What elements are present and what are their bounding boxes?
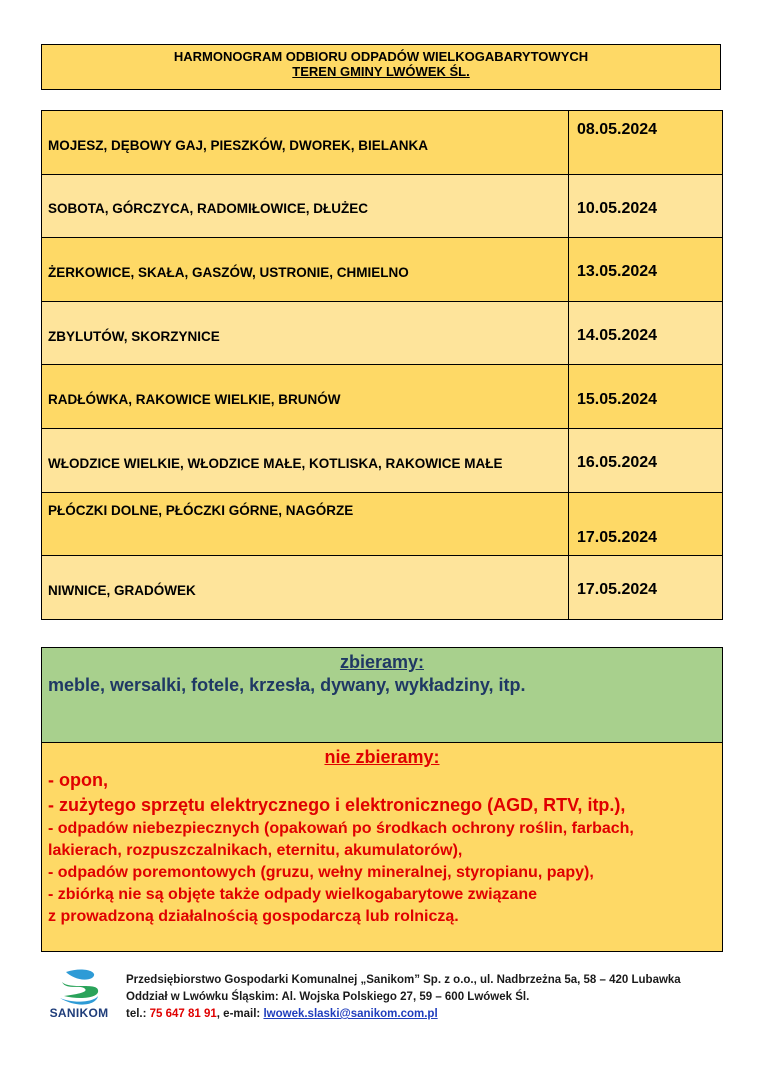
collected-heading-text: zbieramy (339, 652, 419, 672)
sanikom-logo (40, 968, 118, 1028)
tel-label: tel.: (126, 1008, 150, 1020)
collected-heading-colon: : (418, 652, 425, 672)
not-collected-line: - zużytego sprzętu elektrycznego i elektronicznego (AGD, RTV, itp.), (48, 795, 626, 815)
not-collected-heading: nie zbieramy: (324, 747, 440, 767)
collected-items-list: meble, wersalki, fotele, krzesła, dywany, wykładziny, itp. (48, 675, 526, 695)
row-date: 17.05.2024 (577, 529, 658, 547)
contact-info (126, 972, 681, 1023)
table-row (42, 238, 723, 302)
contact-line (126, 1006, 681, 1023)
schedule-title (41, 44, 721, 90)
row-date: 15.05.2024 (577, 390, 658, 408)
footer (40, 968, 740, 1028)
table-row (42, 492, 723, 556)
title-line-2: TEREN GMINY LWÓWEK ŚL. (292, 64, 470, 79)
table-row (42, 556, 723, 620)
collected-items-box (41, 647, 723, 743)
not-collected-box (41, 742, 723, 952)
phone-number[interactable]: 75 647 81 91 (149, 1008, 217, 1020)
row-places: MOJESZ, DĘBOWY GAJ, PIESZKÓW, DWOREK, BIELANKA (48, 137, 429, 153)
row-date: 13.05.2024 (577, 263, 658, 281)
not-collected-line: lakierach, rozpuszczalnikach, eternitu, akumulatorów), (48, 842, 463, 859)
row-date: 17.05.2024 (577, 581, 658, 599)
row-places: PŁÓCZKI DOLNE, PŁÓCZKI GÓRNE, NAGÓRZE (48, 502, 354, 518)
company-address: Przedsiębiorstwo Gospodarki Komunalnej „Sanikom” Sp. z o.o., ul. Nadbrzeżna 5a, 58 – 420 Lubawka (126, 974, 681, 986)
row-date: 14.05.2024 (577, 327, 658, 345)
not-collected-line: - zbiórką nie są objęte także odpady wielkogabarytowe związane (48, 886, 538, 903)
row-date: 16.05.2024 (577, 454, 658, 472)
row-date: 10.05.2024 (577, 199, 658, 217)
table-row (42, 428, 723, 492)
not-collected-line: - odpadów poremontowych (gruzu, wełny mineralnej, styropianu, papy), (48, 864, 594, 881)
table-row (42, 301, 723, 365)
row-places: RADŁÓWKA, RAKOWICE WIELKIE, BRUNÓW (48, 392, 341, 408)
sanikom-logo-icon (40, 968, 118, 1008)
email-label: , e-mail: (216, 1008, 264, 1020)
table-row (42, 174, 723, 238)
branch-address: Oddział w Lwówku Śląskim: Al. Wojska Polskiego 27, 59 – 600 Lwówek Śl. (126, 991, 530, 1003)
not-collected-line: - odpadów niebezpiecznych (opakowań po środkach ochrony roślin, farbach, (48, 820, 634, 837)
row-places: NIWNICE, GRADÓWEK (48, 582, 196, 598)
logo-wordmark: SANIKOM (49, 1006, 109, 1020)
collected-heading (42, 652, 722, 673)
title-line-1: HARMONOGRAM ODBIORU ODPADÓW WIELKOGABARYTOWYCH (173, 49, 589, 64)
not-collected-line: - opon, (48, 770, 108, 790)
table-row (42, 365, 723, 429)
schedule-table (41, 110, 723, 620)
table-row (42, 111, 723, 175)
email-link[interactable]: lwowek.slaski@sanikom.com.pl (263, 1008, 438, 1020)
row-places: SOBOTA, GÓRCZYCA, RADOMIŁOWICE, DŁUŻEC (48, 201, 368, 217)
row-places: ZBYLUTÓW, SKORZYNICE (48, 328, 220, 344)
row-date: 08.05.2024 (577, 121, 658, 138)
row-places: ŻERKOWICE, SKAŁA, GASZÓW, USTRONIE, CHMIELNO (48, 264, 409, 280)
not-collected-line: z prowadzoną działalnością gospodarczą lub rolniczą. (48, 908, 459, 925)
row-places: WŁODZICE WIELKIE, WŁODZICE MAŁE, KOTLISKA, RAKOWICE MAŁE (48, 455, 503, 471)
